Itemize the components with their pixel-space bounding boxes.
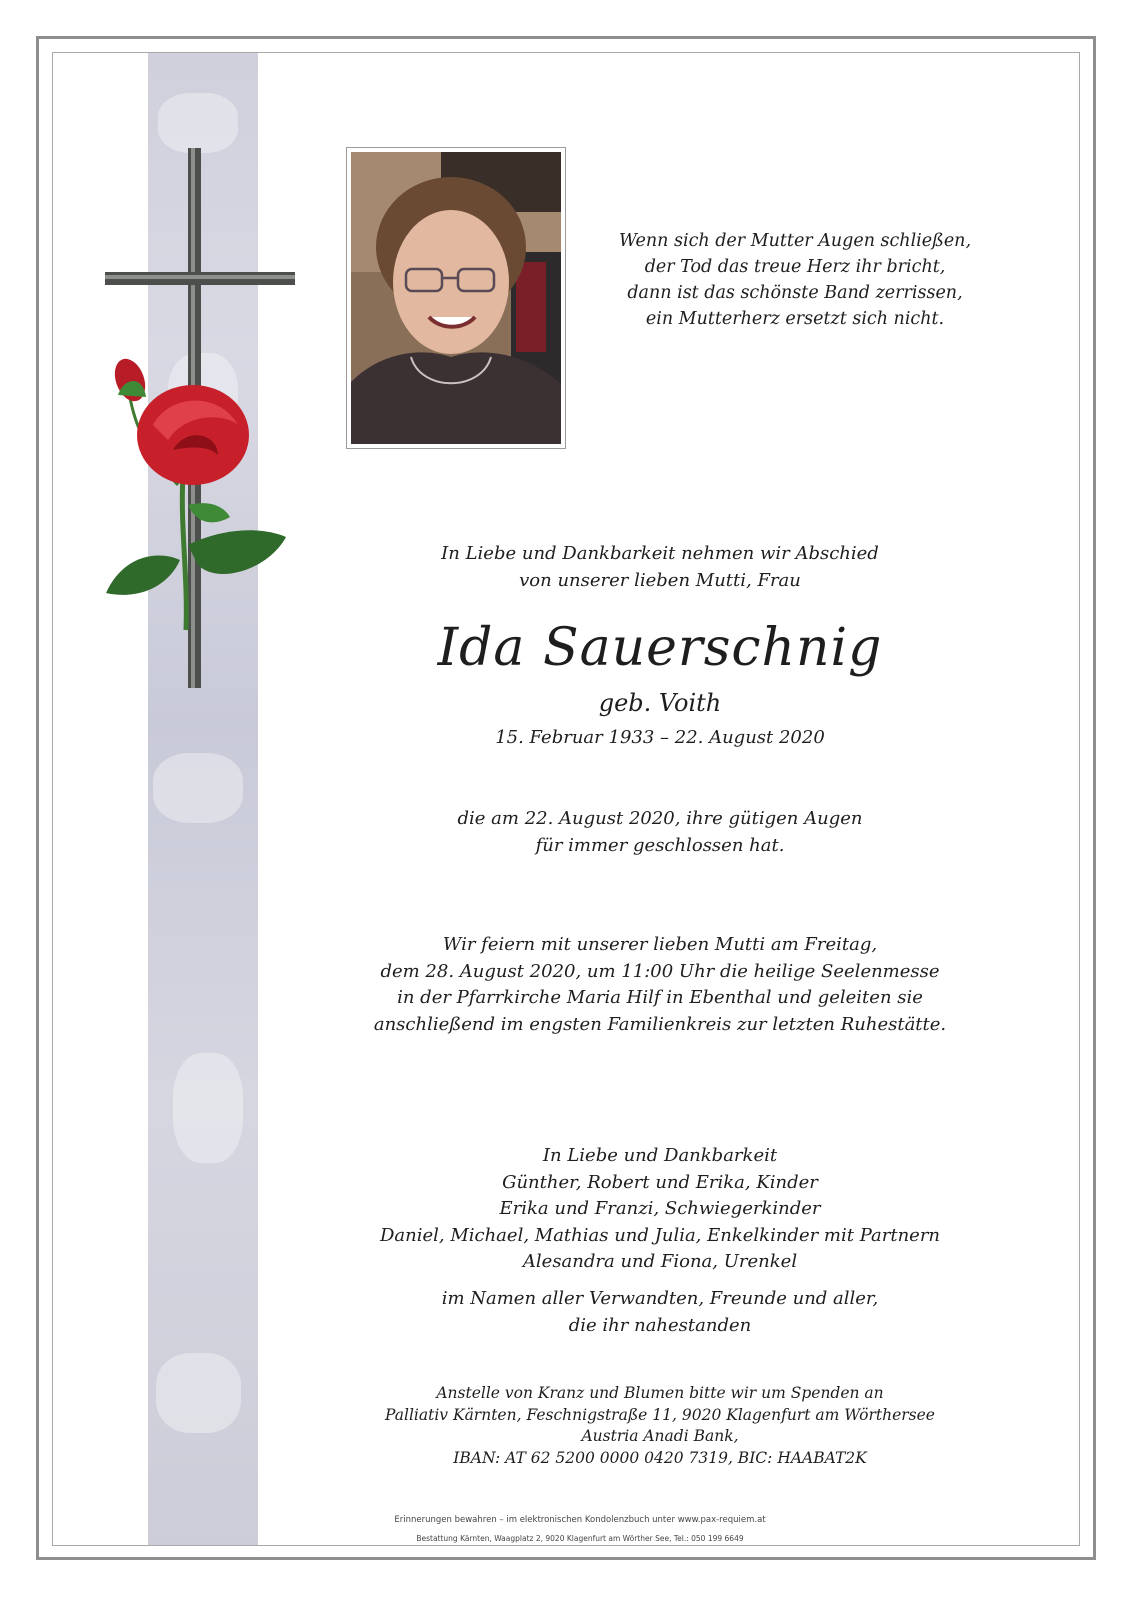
donation-line: Austria Anadi Bank, xyxy=(581,1427,739,1445)
family-mourners xyxy=(330,1143,990,1276)
family-line: Erika und Franzi, Schwiegerkinder xyxy=(499,1198,821,1219)
poem xyxy=(600,228,990,332)
family-line: Daniel, Michael, Mathias und Julia, Enkelkinder mit Partnern xyxy=(379,1224,941,1246)
service-line: anschließend im engsten Familienkreis zur letzten Ruhestätte. xyxy=(373,1013,947,1035)
poem-line: Wenn sich der Mutter Augen schließen, xyxy=(618,231,972,251)
on-behalf-of xyxy=(330,1286,990,1339)
service-line: dem 28. August 2020, um 11:00 Uhr die heilige Seelenmesse xyxy=(380,960,940,982)
rose-icon xyxy=(88,355,298,655)
family-line: Günther, Robert und Erika, Kinder xyxy=(502,1171,818,1193)
donation-request xyxy=(330,1383,990,1469)
condolence-book-note: Erinnerungen bewahren – im elektronischen Kondolenzbuch unter www.pax-requiem.at xyxy=(394,1515,766,1525)
poem-line: ein Mutterherz ersetzt sich nicht. xyxy=(645,309,945,329)
poem-line: der Tod das treue Herz ihr bricht, xyxy=(644,257,946,277)
donation-line: Anstelle von Kranz und Blumen bitte wir um Spenden an xyxy=(436,1384,884,1402)
portrait-photo xyxy=(351,152,561,444)
funeral-home-contact: Bestattung Kärnten, Waagplatz 2, 9020 Klagenfurt am Wörther See, Tel.: 050 199 6649 xyxy=(416,1534,744,1543)
behalf-line: im Namen aller Verwandten, Freunde und aller, xyxy=(441,1288,879,1309)
service-line: in der Pfarrkirche Maria Hilf in Ebenthal und geleiten sie xyxy=(397,987,923,1008)
donation-line: IBAN: AT 62 5200 0000 0420 7319, BIC: HAABAT2K xyxy=(453,1448,867,1467)
poem-line: dann ist das schönste Band zerrissen, xyxy=(627,283,963,303)
intro-line: In Liebe und Dankbarkeit nehmen wir Abschied xyxy=(441,543,879,564)
farewell-intro xyxy=(380,540,940,594)
birth-name: geb. Voith xyxy=(598,689,722,717)
donation-line: Palliativ Kärnten, Feschnigstraße 11, 9020 Klagenfurt am Wörthersee xyxy=(385,1405,935,1424)
deceased-name: Ida Sauerschnig xyxy=(437,618,883,678)
passing-note xyxy=(380,805,940,859)
intro-line: von unserer lieben Mutti, Frau xyxy=(519,570,801,591)
family-line: In Liebe und Dankbarkeit xyxy=(542,1145,778,1166)
funeral-service-info xyxy=(330,932,990,1038)
behalf-line: die ihr nahestanden xyxy=(568,1314,752,1336)
family-line: Alesandra und Fiona, Urenkel xyxy=(522,1251,798,1272)
passing-line: die am 22. August 2020, ihre gütigen Augen xyxy=(457,808,863,829)
service-line: Wir feiern mit unserer lieben Mutti am Freitag, xyxy=(442,934,878,955)
portrait-photo-frame xyxy=(346,147,566,449)
passing-line: für immer geschlossen hat. xyxy=(535,835,785,856)
life-dates: 15. Februar 1933 – 22. August 2020 xyxy=(495,727,825,748)
